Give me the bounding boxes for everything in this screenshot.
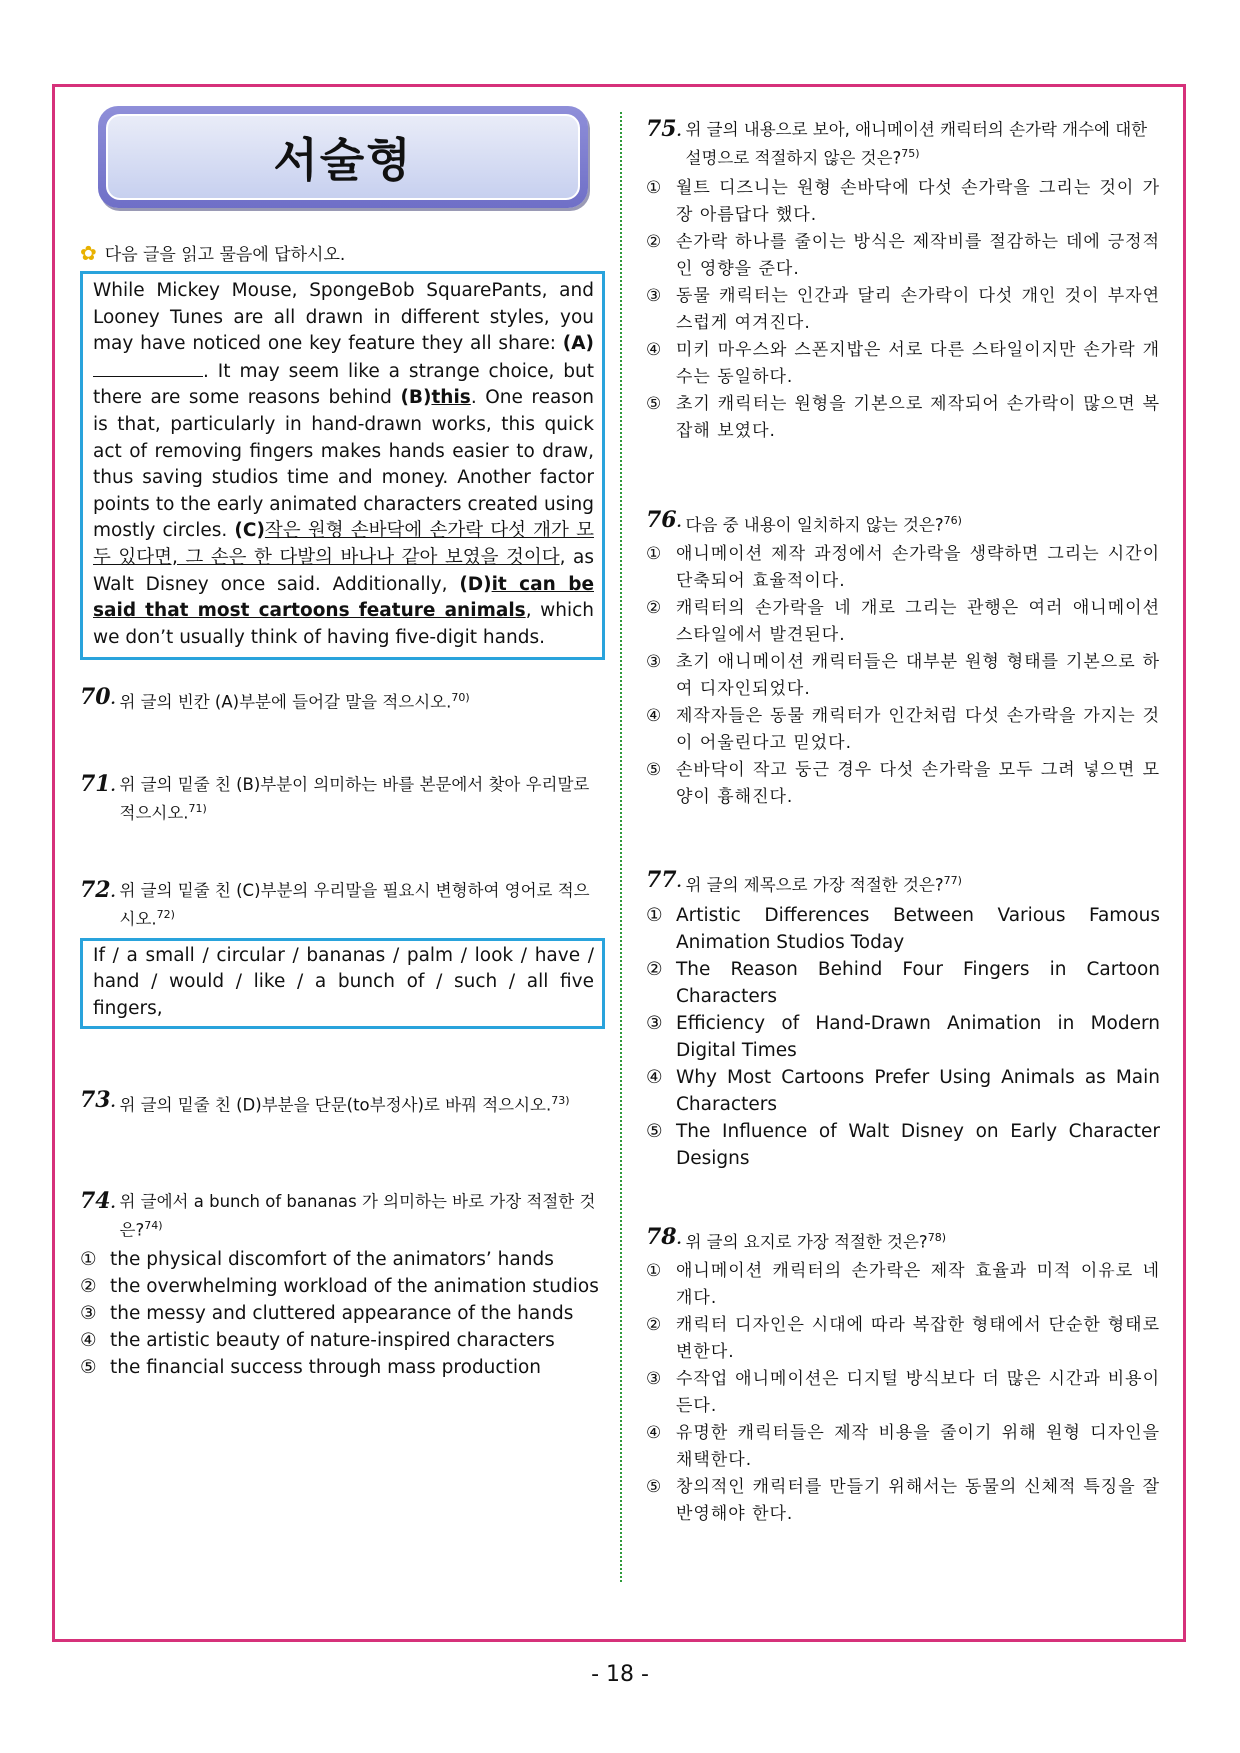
option-2[interactable]: ② 캐릭터 디자인은 시대에 따라 복잡한 형태에서 단순한 형태로 변한다.: [646, 1315, 1160, 1362]
option-5[interactable]: ⑤ The Influence of Walt Disney on Early Character Designs: [646, 1120, 1160, 1169]
option-2[interactable]: ② the overwhelming workload of the animation studios: [80, 1276, 599, 1298]
left-column: [80, 104, 605, 1381]
blank-a: [93, 358, 203, 377]
question-70: 70. 위 글의 빈칸 (A)부분에 들어갈 말을 적으시오.$^{70)}$: [80, 684, 470, 712]
option-4[interactable]: ④ the artistic beauty of nature-inspired characters: [80, 1330, 555, 1352]
option-3[interactable]: ③ the messy and cluttered appearance of the hands: [80, 1303, 574, 1325]
option-2[interactable]: ② The Reason Behind Four Fingers in Cartoon Characters: [646, 958, 1160, 1007]
question-77: 77. 위 글의 제목으로 가장 적절한 것은?$^{77)}$ ① Artistic Differences Between Various Famous Animation Studios Today ② The Reason Behind Four Fingers in Cartoon Characters ③ Efficiency of Hand-Drawn Animation in Modern Digital Times ④ Why Most Cartoons Prefer Using Animals as Main Characters ⑤ The Influence of Walt Disney on Early Character Designs: [646, 869, 1160, 1172]
option-1[interactable]: ① Artistic Differences Between Various Famous Animation Studios Today: [646, 904, 1160, 953]
question-78: 78. 위 글의 요지로 가장 적절한 것은?$^{78)}$ ① 애니메이션 캐릭터의 손가락은 제작 효율과 미적 이유로 네 개다. ② 캐릭터 디자인은 시대에 따라 복잡한 형태에서 단순한 형태로 변한다. ③ 수작업 애니메이션은 디지털 방식보다 더 많은 시간과 비용이 든다. ④ 유명한 캐릭터들은 제작 비용을 줄이기 위해 원형 디자인을 채택한다. ⑤ 창의적인 캐릭터를 만들기 위해서는 동물의 신체적 특징을 잘 반영해야 한다.: [646, 1226, 1160, 1529]
option-3[interactable]: ③ Efficiency of Hand-Drawn Animation in Modern Digital Times: [646, 1012, 1160, 1061]
option-1[interactable]: ① 애니메이션 캐릭터의 손가락은 제작 효율과 미적 이유로 네 개다.: [646, 1261, 1160, 1308]
option-4[interactable]: ④ 미키 마우스와 스폰지밥은 서로 다른 스타일이지만 손가락 개수는 동일하다.: [646, 339, 1160, 387]
underlined-c: 작은 원형 손바닥에 손가락 다섯 개가 모두 있다면, 그 손은 한 다발의 바나나 같아 보였을 것이다: [93, 520, 594, 568]
option-2[interactable]: ② 손가락 하나를 줄이는 방식은 제작비를 절감하는 데에 긍정적인 영향을 준다.: [646, 231, 1160, 279]
option-4[interactable]: ④ 제작자들은 동물 캐릭터가 인간처럼 다섯 손가락을 가지는 것이 어울린다고 믿었다.: [646, 706, 1160, 753]
flower-icon: ✿: [80, 240, 97, 265]
page-number: - 18 -: [591, 1662, 649, 1687]
question-73: 73. 위 글의 밑줄 친 (D)부분을 단문(to부정사)로 바꿔 적으시오.$^{73)}$: [80, 1087, 570, 1115]
option-1[interactable]: ① the physical discomfort of the animators’ hands: [80, 1249, 554, 1271]
option-3[interactable]: ③ 수작업 애니메이션은 디지털 방식보다 더 많은 시간과 비용이 든다.: [646, 1369, 1160, 1416]
option-1[interactable]: ① 애니메이션 제작 과정에서 손가락을 생략하면 그리는 시간이 단축되어 효율적이다.: [646, 544, 1160, 591]
option-2[interactable]: ② 캐릭터의 손가락을 네 개로 그리는 관행은 여러 애니메이션 스타일에서 발견된다.: [646, 598, 1160, 645]
instruction: ✿ 다음 글을 읽고 물음에 답하시오.: [80, 240, 346, 265]
option-4[interactable]: ④ 유명한 캐릭터들은 제작 비용을 줄이기 위해 원형 디자인을 채택한다.: [646, 1423, 1160, 1470]
section-badge: [98, 106, 588, 208]
underlined-d: it can be said that most cartoons feature animals: [93, 573, 594, 622]
reading-passage: While Mickey Mouse, SpongeBob SquarePants, and Looney Tunes are all drawn in different styles, you may have noticed one key feature they all share: (A). It may seem like a strange choice, but there are some reasons behind (B)this. One reason is that, particularly in hand-drawn works, this quick act of removing fingers makes hands easier to draw, thus saving studios time and money. Another factor points to the early animated characters created using mostly circles. (C)작은 원형 손바닥에 손가락 다섯 개가 모두 있다면, 그 손은 한 다발의 바나나 같아 보였을 것이다, as Walt Disney once said. Additionally, (D)it can be said that most cartoons feature animals, which we don’t usually think of having five-digit hands.: [80, 271, 605, 660]
word-bank: If / a small / circular / bananas / palm / look / have / hand / would / like / a bunch of / such / all five fingers,: [80, 938, 605, 1030]
question-71: 71. 위 글의 밑줄 친 (B)부분이 의미하는 바를 본문에서 찾아 우리말로 적으시오.$^{71)}$: [80, 770, 590, 823]
option-5[interactable]: ⑤ 손바닥이 작고 둥근 경우 다섯 손가락을 모두 그려 넣으면 모양이 흉해진다.: [646, 760, 1160, 807]
question-74: 74. 위 글에서 a bunch of bananas 가 의미하는 바로 가장 적절한 것은?$^{74)}$ ① the physical discomfort of the animators’ hands ② the overwhelming workload of the animation studios ③ the messy and cluttered appearance of the hands ④ the artistic beauty of nature-inspired characters ⑤ the financial success through mass production: [80, 1190, 605, 1382]
option-4[interactable]: ④ Why Most Cartoons Prefer Using Animals as Main Characters: [646, 1066, 1160, 1115]
right-column: [646, 118, 1160, 1528]
option-3[interactable]: ③ 초기 애니메이션 캐릭터들은 대부분 원형 형태를 기본으로 하여 디자인되었다.: [646, 652, 1160, 699]
question-76: 76. 다음 중 내용이 일치하지 않는 것은?$^{76)}$ ① 애니메이션 제작 과정에서 손가락을 생략하면 그리는 시간이 단축되어 효율적이다. ② 캐릭터의 손가락을 네 개로 그리는 관행은 여러 애니메이션 스타일에서 발견된다. ③ 초기 애니메이션 캐릭터들은 대부분 원형 형태를 기본으로 하여 디자인되었다. ④ 제작자들은 동물 캐릭터가 인간처럼 다섯 손가락을 가지는 것이 어울린다고 믿었다. ⑤ 손바닥이 작고 둥근 경우 다섯 손가락을 모두 그려 넣으면 모양이 흉해진다.: [646, 509, 1160, 812]
option-1[interactable]: ① 월트 디즈니는 원형 손바닥에 다섯 손가락을 그리는 것이 가장 아름답다 했다.: [646, 177, 1160, 225]
option-5[interactable]: ⑤ 초기 캐릭터는 원형을 기본으로 제작되어 손가락이 많으면 복잡해 보였다.: [646, 393, 1160, 441]
question-72: 72. 위 글의 밑줄 친 (C)부분의 우리말을 필요시 변형하여 영어로 적으시오.$^{72)}$ If / a small / circular / bananas / palm / look / have / hand / would / like / a bunch of / such / all five fingers,: [80, 879, 605, 1029]
option-3[interactable]: ③ 동물 캐릭터는 인간과 달리 손가락이 다섯 개인 것이 부자연스럽게 여겨진다.: [646, 285, 1160, 333]
option-5[interactable]: ⑤ 창의적인 캐릭터를 만들기 위해서는 동물의 신체적 특징을 잘 반영해야 한다.: [646, 1477, 1160, 1524]
question-75: 75. 위 글의 내용으로 보아, 애니메이션 캐릭터의 손가락 개수에 대한 설명으로 적절하지 않은 것은?$^{75)}$ ① 월트 디즈니는 원형 손바닥에 다섯 손가락을 그리는 것이 가장 아름답다 했다. ② 손가락 하나를 줄이는 방식은 제작비를 절감하는 데에 긍정적인 영향을 준다. ③ 동물 캐릭터는 인간과 달리 손가락이 다섯 개인 것이 부자연스럽게 여겨진다. ④ 미키 마우스와 스폰지밥은 서로 다른 스타일이지만 손가락 개수는 동일하다. ⑤ 초기 캐릭터는 원형을 기본으로 제작되어 손가락이 많으면 복잡해 보였다.: [646, 118, 1160, 445]
section-title: 서술형: [273, 133, 413, 187]
column-divider: [620, 112, 622, 1582]
option-5[interactable]: ⑤ the financial success through mass production: [80, 1357, 542, 1379]
